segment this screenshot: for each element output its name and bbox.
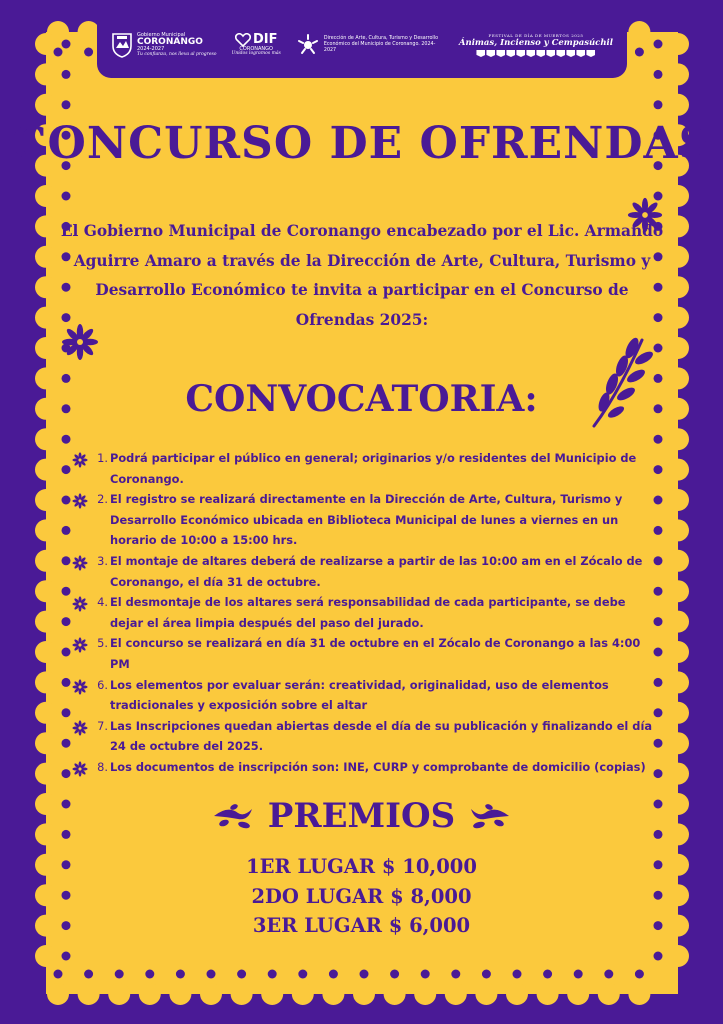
- prize-first: 1ER LUGAR $ 10,000: [246, 855, 477, 878]
- flower-bullet-icon: [72, 596, 92, 619]
- municipal-logo: [111, 32, 217, 58]
- item-text: Los documentos de inscripción son: INE, CURP y comprobante de domicilio (copias): [110, 759, 646, 774]
- municipal-name: CORONANGO: [137, 36, 203, 47]
- item-text: Podrá participar el público en general; originarios y/o residentes del Municipio de Coronango.: [110, 451, 637, 486]
- direccion-logo: [296, 33, 444, 57]
- flower-bullet-icon: [72, 637, 92, 660]
- item-text: El montaje de altares deberá de realizarse a partir de las 10:00 am en el Zócalo de Coronango, el día 31 de octubre.: [110, 553, 643, 589]
- list-item: [72, 675, 662, 716]
- list-item: [72, 633, 662, 674]
- municipal-small-text: Gobierno Municipal: [137, 31, 186, 38]
- requirements-list: [72, 448, 662, 784]
- festival-small-text: FESTIVAL DE DÍA DE MUERTOS 2025: [488, 33, 584, 38]
- item-number: 7.: [97, 718, 108, 733]
- logo-bar: [97, 12, 627, 78]
- right-vine-ornament-icon: [465, 801, 509, 831]
- item-number: 5.: [97, 636, 108, 651]
- direccion-text: Dirección de Arte, Cultura, Turismo y Desarrollo Económico del Municipio de Coronango. 2024-2027: [323, 36, 439, 53]
- intro-paragraph: El Gobierno Municipal de Coronango encabezado por el Lic. Armando Aguirre Amaro a través de la Dirección de Arte, Cultura, Turismo y Desarrollo Económico te invita a participar en el Concurso de Ofrendas 2025:: [60, 222, 664, 329]
- municipal-slogan: Tu confianza, nos lleva al progreso: [137, 51, 217, 57]
- festival-name: Ánimas, Incienso y Cempasúchil: [458, 38, 613, 48]
- item-text: Los elementos por evaluar serán: creatividad, originalidad, uso de elementos tradicionales y exposición sobre el altar: [110, 677, 609, 713]
- item-text: Las Inscripciones quedan abiertas desde el día de su publicación y finalizando el día 24 de octubre del 2025.: [110, 718, 653, 754]
- item-number: 3.: [97, 553, 108, 568]
- hand-flower-icon: [296, 33, 320, 57]
- list-item: [72, 592, 662, 633]
- item-text: El concurso se realizará en día 31 de octubre en el Zócalo de Coronango a las 4:00 PM: [110, 636, 641, 671]
- convocatoria-heading: CONVOCATORIA:: [185, 378, 538, 420]
- flower-bullet-icon: [72, 452, 92, 475]
- prize-second: 2DO LUGAR $ 8,000: [251, 884, 472, 908]
- dif-sub: CORONANGO: [239, 46, 273, 53]
- item-number: 6.: [97, 677, 108, 692]
- prizes-list: [0, 852, 723, 941]
- list-item: [72, 551, 662, 592]
- dif-slogan: Unidos logramos más: [231, 51, 281, 57]
- flower-bullet-icon: [72, 720, 92, 743]
- list-item: [72, 716, 662, 757]
- municipal-shield-icon: [111, 32, 133, 58]
- flower-bullet-icon: [72, 493, 92, 516]
- item-number: 1.: [97, 451, 108, 465]
- item-text: El registro se realizará directamente en la Dirección de Arte, Cultura, Turismo y Desarrollo Económico ubicada en Biblioteca Municipal de lunes a viernes en un horario de 10:00 a 15:00 hrs.: [110, 492, 623, 548]
- list-item: [72, 448, 662, 489]
- municipal-years: 2024-2027: [137, 46, 165, 53]
- list-item: [72, 757, 662, 784]
- flower-bullet-icon: [72, 555, 92, 578]
- festival-flags: [476, 50, 595, 57]
- item-text: El desmontaje de los altares será responsabilidad de cada participante, se debe dejar el área limpia después del paso del jurado.: [110, 595, 626, 630]
- premios-heading-row: [0, 796, 723, 836]
- flower-bullet-icon: [72, 761, 92, 784]
- list-item: [72, 489, 662, 551]
- dif-name: DIF: [252, 32, 278, 48]
- item-number: 4.: [97, 595, 108, 610]
- item-number: 8.: [97, 759, 108, 774]
- left-vine-ornament-icon: [214, 801, 258, 831]
- flower-bullet-icon: [72, 679, 92, 702]
- heart-icon: [235, 33, 251, 47]
- item-number: 2.: [97, 492, 108, 507]
- festival-logo: [459, 33, 613, 57]
- dif-logo: [232, 33, 281, 57]
- premios-heading: PREMIOS: [267, 796, 456, 836]
- page-title: CONCURSO DE OFRENDAS: [11, 118, 712, 169]
- prize-third: 3ER LUGAR $ 6,000: [252, 914, 471, 937]
